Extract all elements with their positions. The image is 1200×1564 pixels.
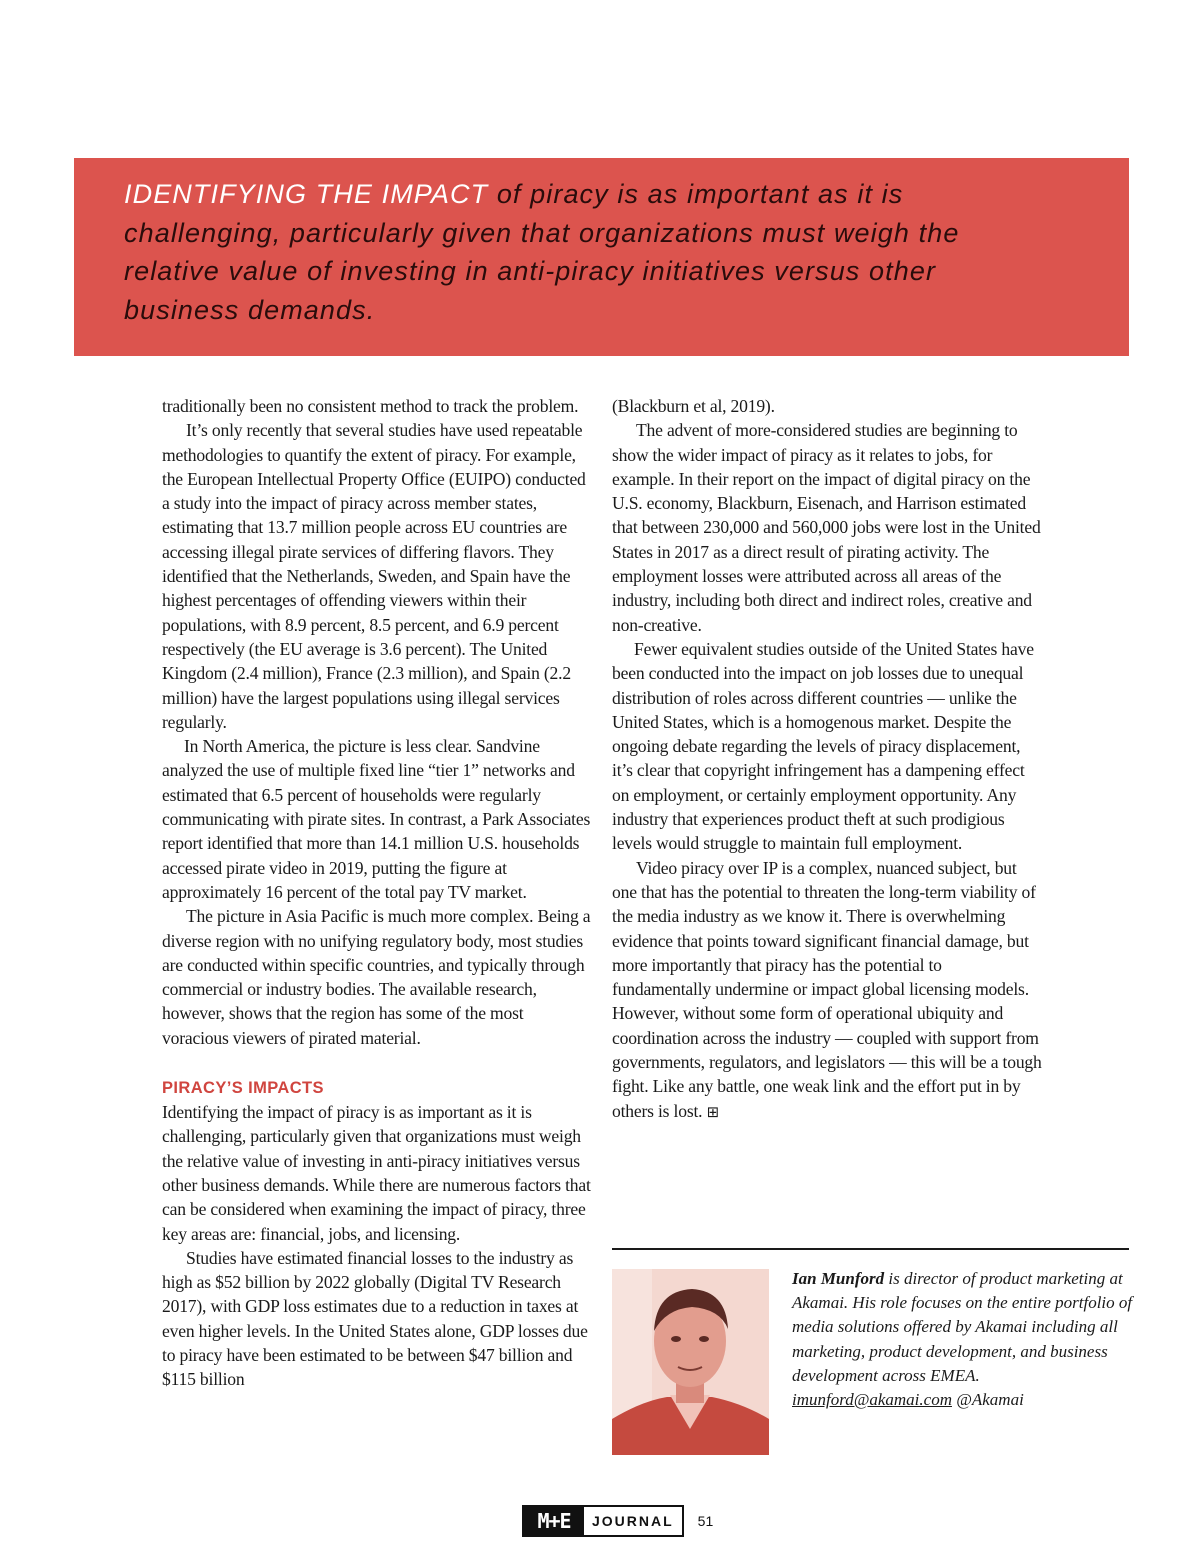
author-name: Ian Munford <box>792 1269 885 1288</box>
paragraph: It’s only recently that several studies have used repeatable methodologies to quantify the extent of piracy. For example, the European Intellectual Property Office (EUIPO) conducted a study into the impact of piracy across member states, estimating that 13.7 million people across EU countries are accessing illegal pirate services of differing flavors. They identified that the Netherlands, Sweden, and Spain have the highest percentages of offending viewers within their populations, with 8.9 percent, 8.5 percent, and 6.9 percent respectively (the EU average is 3.6 percent). The United Kingdom (2.4 million), France (2.3 million), and Spain (2.2 million) have the largest populations using illegal services regularly. <box>162 420 586 732</box>
paragraph: The picture in Asia Pacific is much more complex. Being a diverse region with no unifying regulatory body, most studies are conducted within specific countries, and typically through commercial or industry bodies. The available research, however, shows that the region has some of the most voracious viewers of pirated material. <box>162 906 591 1048</box>
page-number: 51 <box>697 1513 714 1529</box>
author-description: is director of product marketing at Akamai. His role focuses on the entire portfolio of media solutions offered by Akamai including all marketing, product development, and business development across EMEA. <box>792 1269 1133 1385</box>
pull-quote-lead: IDENTIFYING THE IMPACT <box>124 179 489 209</box>
paragraph: traditionally been no consistent method to track the problem. <box>162 396 579 416</box>
author-photo <box>612 1269 769 1455</box>
author-portrait-image <box>612 1269 769 1455</box>
pull-quote-text: of piracy is as important as it is challenging, particularly given that organizations must weigh the relative value of investing in anti-piracy initiatives versus other business demands. <box>124 179 960 325</box>
paragraph <box>612 856 1044 1124</box>
journal-logo <box>522 1505 684 1537</box>
end-of-article-icon: ⊞ <box>706 1102 719 1121</box>
right-column <box>612 394 1044 1124</box>
paragraph: Fewer equivalent studies outside of the United States have been conducted into the impact on job losses due to unequal distribution of roles across different countries — unlike the United States, which is a homogenous market. Despite the ongoing debate regarding the levels of piracy displacement, it’s clear that copyright infringement has a dampening effect on employment, or certainly employment opportunity. Any industry that experiences product theft at such prodigious levels would struggle to maintain full employment. <box>612 638 1034 854</box>
section-heading: PIRACY’S IMPACTS <box>162 1079 324 1098</box>
paragraph: Identifying the impact of piracy is as important as it is challenging, particularly given that organizations must weigh the relative value of investing in anti-piracy initiatives versus other business demands. While there are numerous factors that can be considered when examining the impact of piracy, three key areas are: financial, jobs, and licensing. <box>162 1102 591 1244</box>
paragraph: The advent of more-considered studies are beginning to show the wider impact of piracy as it relates to jobs, for example. In their report on the impact of digital piracy on the U.S. economy, Blackburn, Eisenach, and Harrison estimated that between 230,000 and 560,000 jobs were lost in the United States in 2017 as a direct result of pirating activity. The employment losses were attributed across all areas of the industry, including both direct and indirect roles, creative and non-creative. <box>612 420 1041 635</box>
author-email-link[interactable]: imunford@akamai.com <box>792 1390 952 1410</box>
logo-journal-text: JOURNAL <box>592 1513 674 1529</box>
paragraph-text: Video piracy over IP is a complex, nuanced subject, but one that has the potential to threaten the long-term viability of the media industry as we know it. There is overwhelming evidence that points toward significant financial damage, but more importantly that piracy has the potential to fundamentally undermine or impact global licensing models. However, without some form of operational ubiquity and coordination across the industry — coupled with support from governments, regulators, and legislators — this will be a tough fight. Like any battle, one weak link and the effort put in by others is lost. <box>612 857 1042 1121</box>
paragraph: (Blackburn et al, 2019). <box>612 396 775 416</box>
author-bio <box>792 1267 1134 1412</box>
paragraph: In North America, the picture is less clear. Sandvine analyzed the use of multiple fixed line “tier 1” networks and estimated that 6.5 percent of households were regularly communicating with pirate sites. In contrast, a Park Associates report identified that more than 14.1 million U.S. households accessed pirate video in 2019, putting the figure at approximately 16 percent of the total pay TV market. <box>162 736 591 902</box>
left-column <box>162 394 592 1392</box>
logo-me-mark: M+E <box>524 1507 584 1535</box>
paragraph: Studies have estimated financial losses to the industry as high as $52 billion by 2022 globally (Digital TV Research 2017), with GDP loss estimates due to a reduction in taxes at even higher levels. In the United States alone, GDP losses due to piracy have been estimated to be between $47 billion and $115 billion <box>162 1247 588 1390</box>
author-divider <box>612 1248 1129 1250</box>
author-handle: @Akamai <box>951 1390 1024 1410</box>
pull-quote <box>74 158 1129 356</box>
page-footer <box>522 1505 713 1537</box>
